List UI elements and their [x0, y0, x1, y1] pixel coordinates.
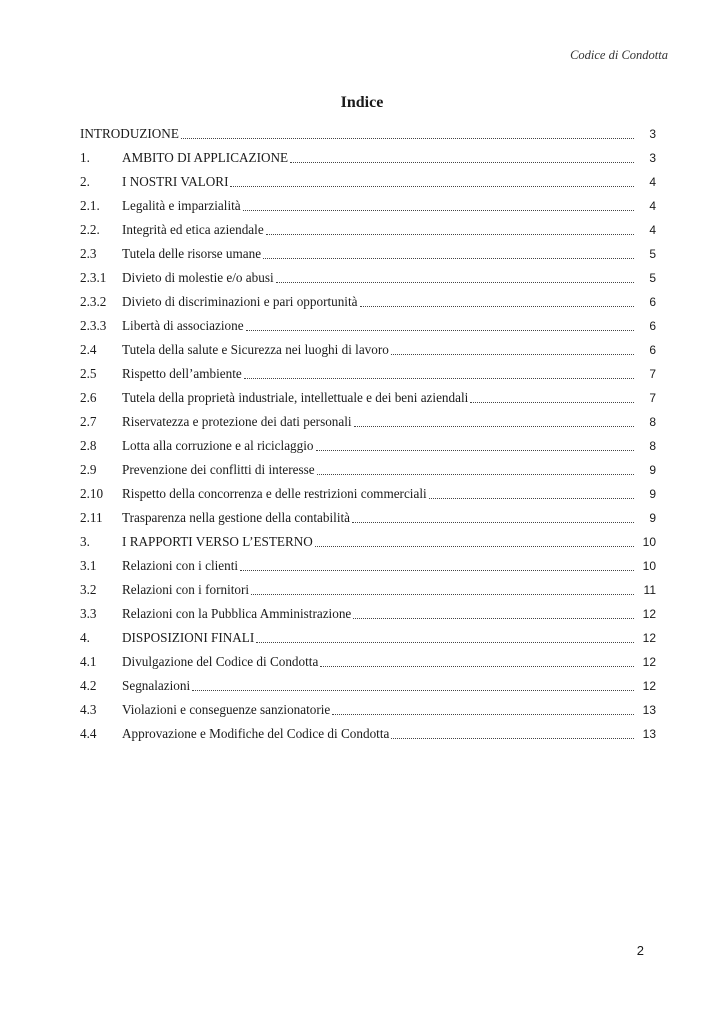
toc-entry-page: 4 — [649, 223, 656, 237]
toc-entry[interactable] — [80, 646, 656, 670]
toc-entry-label: Rispetto della concorrenza e delle restrizioni commerciali — [122, 486, 427, 501]
toc-entry-label: DISPOSIZIONI FINALI — [122, 630, 255, 645]
toc-dot-leader — [256, 642, 634, 643]
toc-dot-leader — [429, 498, 634, 499]
toc-entry-label: Relazioni con la Pubblica Amministrazione — [122, 606, 352, 621]
toc-entry-number: 2.9 — [80, 462, 97, 477]
toc-entry-label: Rispetto dell’ambiente — [122, 366, 242, 381]
toc-dot-leader — [391, 354, 634, 355]
toc-entry[interactable] — [80, 622, 656, 646]
toc-dot-leader — [320, 666, 634, 667]
toc-entry[interactable] — [80, 262, 656, 286]
toc-entry[interactable] — [80, 670, 656, 694]
toc-entry-number: 4.2 — [80, 678, 97, 693]
toc-entry-number: 2.2. — [80, 222, 100, 237]
toc-entry-number: 3.3 — [80, 606, 97, 621]
toc-entry[interactable] — [80, 550, 656, 574]
toc-entry-number: 3. — [80, 534, 90, 549]
toc-dot-leader — [243, 210, 634, 211]
toc-dot-leader — [266, 234, 634, 235]
toc-entry-page: 4 — [649, 175, 656, 189]
toc-entry-label: Riservatezza e protezione dei dati personali — [122, 414, 352, 429]
toc-entry-label: Divulgazione del Codice di Condotta — [122, 654, 319, 669]
toc-entry-label: Relazioni con i fornitori — [122, 582, 250, 597]
toc-entry-label: Divieto di molestie e/o abusi — [122, 270, 274, 285]
toc-entry-page: 7 — [649, 391, 656, 405]
toc-dot-leader — [244, 378, 634, 379]
toc-entry[interactable] — [80, 142, 656, 166]
toc-entry-number: 2.6 — [80, 390, 97, 405]
toc-entry[interactable] — [80, 430, 656, 454]
toc-entry-page: 13 — [642, 727, 656, 741]
toc-entry-number: 2.3 — [80, 246, 97, 261]
toc-entry-label: Tutela della salute e Sicurezza nei luoghi di lavoro — [122, 342, 389, 357]
toc-entry-number: 3.2 — [80, 582, 97, 597]
toc-entry-label: Legalità e imparzialità — [122, 198, 241, 213]
toc-entry[interactable] — [80, 310, 656, 334]
toc-entry-page: 9 — [649, 463, 656, 477]
toc-entry[interactable] — [80, 334, 656, 358]
toc-entry-page: 11 — [643, 583, 656, 597]
toc-entry-number: 2.4 — [80, 342, 97, 357]
toc-entry-number: 2.7 — [80, 414, 97, 429]
toc-entry-label: Prevenzione dei conflitti di interesse — [122, 462, 315, 477]
toc-entry-number: 2.11 — [80, 510, 103, 525]
toc-entry-page: 9 — [649, 511, 656, 525]
toc-entry-number: 4. — [80, 630, 90, 645]
toc-entry-page: 8 — [649, 415, 656, 429]
toc-dot-leader — [230, 186, 634, 187]
toc-dot-leader — [192, 690, 634, 691]
toc-entry[interactable] — [80, 118, 656, 142]
toc-entry-page: 4 — [649, 199, 656, 213]
toc-entry[interactable] — [80, 406, 656, 430]
toc-entry[interactable] — [80, 238, 656, 262]
toc-entry-page: 6 — [649, 343, 656, 357]
toc-entry-page: 12 — [642, 631, 656, 645]
toc-entry-page: 6 — [649, 319, 656, 333]
toc-entry[interactable] — [80, 694, 656, 718]
toc-dot-leader — [353, 618, 634, 619]
toc-dot-leader — [470, 402, 634, 403]
toc-entry-page: 9 — [649, 487, 656, 501]
toc-entry-page: 8 — [649, 439, 656, 453]
toc-entry-number: 2.10 — [80, 486, 104, 501]
toc-entry-label: Violazioni e conseguenze sanzionatorie — [122, 702, 331, 717]
toc-entry[interactable] — [80, 454, 656, 478]
toc-entry[interactable] — [80, 382, 656, 406]
toc-entry-number: 2.3.2 — [80, 294, 107, 309]
toc-dot-leader — [352, 522, 634, 523]
toc-entry-page: 12 — [642, 655, 656, 669]
toc-entry-label: I NOSTRI VALORI — [122, 174, 229, 189]
toc-entry-page: 10 — [642, 559, 656, 573]
toc-entry[interactable] — [80, 166, 656, 190]
toc-entry-number: 1. — [80, 150, 90, 165]
toc-entry-number: 2. — [80, 174, 90, 189]
toc-entry-label: Relazioni con i clienti — [122, 558, 239, 573]
toc-entry-number: 2.3.1 — [80, 270, 107, 285]
toc-dot-leader — [316, 450, 635, 451]
toc-entry-label: Segnalazioni — [122, 678, 191, 693]
toc-entry-label: Lotta alla corruzione e al riciclaggio — [122, 438, 314, 453]
toc-entry-label: Trasparenza nella gestione della contabilità — [122, 510, 351, 525]
toc-entry-page: 3 — [649, 127, 656, 141]
toc-entry-number: 4.4 — [80, 726, 97, 741]
toc-entry-label: Approvazione e Modifiche del Codice di Condotta — [122, 726, 390, 741]
toc-entry-label: Integrità ed etica aziendale — [122, 222, 264, 237]
toc-entry[interactable] — [80, 214, 656, 238]
page-number: 2 — [636, 943, 644, 958]
toc-dot-leader — [181, 138, 634, 139]
toc-entry-label: INTRODUZIONE — [80, 126, 179, 141]
toc-entry-page: 12 — [642, 607, 656, 621]
toc-entry[interactable] — [80, 190, 656, 214]
toc-entry-page: 13 — [642, 703, 656, 717]
toc-entry[interactable] — [80, 502, 656, 526]
toc-dot-leader — [354, 426, 634, 427]
toc-entry[interactable] — [80, 478, 656, 502]
toc-dot-leader — [391, 738, 634, 739]
toc-entry[interactable] — [80, 574, 656, 598]
toc-entry-number: 4.1 — [80, 654, 97, 669]
toc-entry[interactable] — [80, 526, 656, 550]
toc-dot-leader — [240, 570, 634, 571]
toc-entry-page: 5 — [649, 247, 656, 261]
toc-entry-page: 6 — [649, 295, 656, 309]
toc-entry-number: 2.1. — [80, 198, 100, 213]
toc-entry-label: Libertà di associazione — [122, 318, 244, 333]
toc-entry[interactable] — [80, 286, 656, 310]
toc-entry-label: Tutela delle risorse umane — [122, 246, 262, 261]
toc-entry-number: 4.3 — [80, 702, 97, 717]
toc-dot-leader — [263, 258, 634, 259]
toc-entry-page: 5 — [649, 271, 656, 285]
toc-title: Indice — [340, 94, 384, 111]
toc-entry-number: 2.8 — [80, 438, 97, 453]
running-header: Codice di Condotta — [570, 48, 668, 62]
toc-entry-page: 3 — [649, 151, 656, 165]
toc-dot-leader — [290, 162, 634, 163]
toc-dot-leader — [332, 714, 634, 715]
toc-dot-leader — [246, 330, 634, 331]
toc-entry-page: 7 — [649, 367, 656, 381]
toc-dot-leader — [360, 306, 635, 307]
toc-entry[interactable] — [80, 598, 656, 622]
toc-entry-page: 12 — [642, 679, 656, 693]
toc-dot-leader — [315, 546, 634, 547]
toc-entry-number: 3.1 — [80, 558, 97, 573]
toc-entry[interactable] — [80, 718, 656, 742]
toc-entry-number: 2.3.3 — [80, 318, 107, 333]
toc-entry-label: Divieto di discriminazioni e pari opportunità — [122, 294, 358, 309]
table-of-contents — [80, 118, 656, 742]
toc-dot-leader — [317, 474, 634, 475]
toc-entry-label: Tutela della proprietà industriale, intellettuale e dei beni aziendali — [122, 390, 469, 405]
toc-entry-page: 10 — [642, 535, 656, 549]
toc-entry-number: 2.5 — [80, 366, 97, 381]
toc-entry[interactable] — [80, 358, 656, 382]
toc-dot-leader — [276, 282, 634, 283]
toc-entry-label: AMBITO DI APPLICAZIONE — [122, 150, 289, 165]
toc-dot-leader — [251, 594, 634, 595]
toc-entry-label: I RAPPORTI VERSO L’ESTERNO — [122, 534, 313, 549]
